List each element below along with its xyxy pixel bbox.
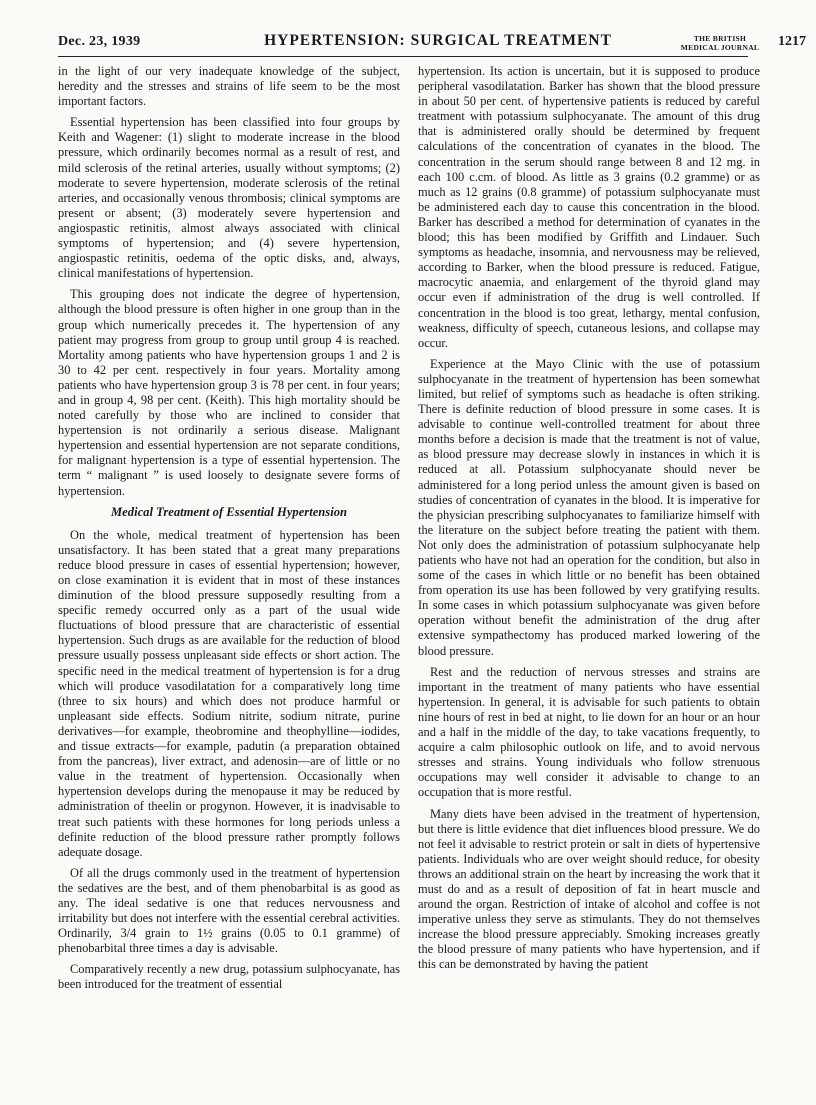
paragraph: On the whole, medical treatment of hypertension has been unsatisfactory. It has been stated that a great many preparations reduce blood pressure in cases of essential hypertension; however, on close examination it is evident that in most of these instances diminution of the blood pressure supposedly resulting from a specific remedy occurred only as a part of the usual wide fluctuations of blood pressure that are characteristic of essential hypertension. Such drugs as are available for the reduction of blood pressure usually possess unpleasant side effects or short action. The specific need in the medical treatment of hypertension is for a drug which will produce vasodilatation for a comparatively long time (three to six hours) and which does not produce harmful or unpleasant side effects. Sodium nitrite, sodium nitrate, purine derivatives—for example, theobromine and theophylline—iodides, and tissue extracts—for example, padutin (a preparation obtained from the pancreas), liver extract, and adenosin—are of little or no value in the treatment of hypertension. Occasionally when hypertension develops during the menopause it may be reduced by administration of theelin or progynon. However, it is inadvisable to treat such patients with these hormones for long periods unless a definite reduction of the blood pressure rather promptly follows adequate dosage.: [58, 527, 400, 859]
section-heading: Medical Treatment of Essential Hypertension: [110, 504, 347, 519]
issue-date: Dec. 23, 1939: [58, 34, 141, 49]
paragraph: Of all the drugs commonly used in the treatment of hypertension the sedatives are the best, and of them phenobarbital is as good as any. The ideal sedative is one that reduces nervousness and irritability but does not interfere with the essential cerebral activities. Ordinarily, 3/4 grain to 1½ grains (0.05 to 0.1 gramme) of phenobarbital three times a day is advisable.: [58, 865, 401, 956]
journal-name: [670, 34, 770, 52]
paragraph: This grouping does not indicate the degree of hypertension, although the blood pressure is often higher in one group than in the group which numerically precedes it. The hypertension of any patient may progress from group to group until group 4 is reached. Mortality among patients who have hypertension groups 1 and 2 is 30 to 42 per cent. respectively in four years. Mortality among patients who have hypertension group 3 is 78 per cent. in four years; and in group 4, 98 per cent. (Keith). This high mortality should be noted carefully by those who are inclined to consider that hypertension is not ordinarily a serious disease. Malignant hypertension and essential hypertension are not separate conditions, for malignant hypertension is a type of essential hypertension. The term “ malignant ” is used loosely to designate severe forms of hypertension.: [58, 287, 400, 498]
paragraph: Comparatively recently a new drug, potassium sulphocyanate, has been introduced for the treatment of essential: [58, 962, 400, 992]
paragraph: Rest and the reduction of nervous stresses and strains are important in the treatment of many patients who have essential hypertension. In general, it is advisable for such patients to obtain nine hours of rest in bed at night, to lie down for an hour or an hour and a half in the middle of the day, to take vacations frequently, to acquire a calm philosophic outlook on life, and to avoid nervous stresses and strains. Young individuals who follow strenuous occupations may well consider it advisable to change to an occupation that is more restful.: [418, 664, 760, 800]
left-column: [58, 64, 400, 999]
paragraph: Many diets have been advised in the treatment of hypertension, but there is little evidence that diet influences blood pressure. We do not feel it advisable to restrict protein or salt in diets of hypertensive patients. Individuals who are over weight should reduce, for obesity throws an additional strain on the heart by increasing the work that it must do and as a result of deposition of fat in heart muscle and around the organ. Restriction of intake of alcohol and coffee is not imperative unless they serve as stimulants. They do not themselves increase the blood pressure appreciably. Smoking increases greatly the blood pressure of many patients who have hypertension, and if this can be demonstrated by having the patient: [418, 806, 760, 972]
right-column: [418, 64, 760, 979]
page-header: [58, 30, 806, 57]
paragraph: in the light of our very inadequate knowledge of the subject, heredity and the stresses and strains of life seem to be the most important factors.: [58, 64, 400, 109]
paragraph: Experience at the Mayo Clinic with the use of potassium sulphocyanate in the treatment of hypertension has been somewhat limited, but relief of symptoms such as headache is often striking. There is definite reduction of blood pressure in some cases. It is advisable to continue well-controlled treatment for about three months before a decision is made that the treatment is not of value, as blood pressure may decrease slowly in instances in which it is reduced at all. Potassium sulphocyanate should never be administered for a long period unless the amount given is based on studies of concentration of cyanates in the blood. It is imperative for the physician prescribing sulphocyanates to familiarize himself with the literature on the subject before treating the patient with them. Not only does the administration of potassium sulphocyanate help patients who have not had an operation for the condition, but also in some of the cases in which little or no benefit has been obtained from operation its use has been followed by very gratifying results. In some cases in which potassium sulphocyanate was given before operation without benefit the administration of the drug after extensive sympathectomy has produced marked lowering of the blood pressure.: [418, 356, 760, 658]
journal-name-line2: MEDICAL JOURNAL: [680, 43, 760, 52]
paragraph: Essential hypertension has been classified into four groups by Keith and Wagener: (1) slight to moderate increase in the blood pressure, which ordinarily becomes normal as a result of rest, and mild sclerosis of the retinal arteries, usually without symptoms; (2) moderate to severe hypertension, moderate sclerosis of the retinal arteries, and occasionally venous thrombosis; clinical symptoms are present or absent; (3) moderately severe hypertension and angiospastic retinitis, almost always associated with clinical symptoms of hypertension; and (4) severe hypertension, angiospastic retinitis, oedema of the optic disks, and, always, clinical manifestations of hypertension.: [58, 115, 400, 281]
running-title: HYPERTENSION: SURGICAL TREATMENT: [264, 32, 612, 49]
journal-name-line1: THE BRITISH: [693, 34, 747, 43]
paragraph: hypertension. Its action is uncertain, but it is supposed to produce peripheral vasodilatation. Barker has shown that the blood pressure in about 50 per cent. of hypertensive patients is reduced by careful treatment with potassium sulphocyanate. The amount of this drug that is administered orally should be determined by frequent calculations of the concentration of cyanates in the blood. The concentration in the serum should range between 8 and 12 mg. in each 100 c.cm. of blood. As little as 3 grains (0.2 gramme) or as much as 12 grains (0.8 gramme) of potassium sulphocyanate must be administered each day to cause this concentration in the blood. Barker has described a method for determination of cyanates in the blood; this has been modified by Griffith and Lindauer. Such symptoms as headache, insomnia, and nervousness may be relieved, according to Barker, when the blood pressure is reduced. Fatigue, macrocytic anaemia, and enlargement of the thyroid gland may occur even if administration of the drug is well controlled. If concentration in the blood is too great, lethargy, mental confusion, weakness, difficulty of speech, cutaneous lesions, and collapse may occur.: [418, 64, 760, 350]
page-number: 1217: [778, 34, 806, 49]
